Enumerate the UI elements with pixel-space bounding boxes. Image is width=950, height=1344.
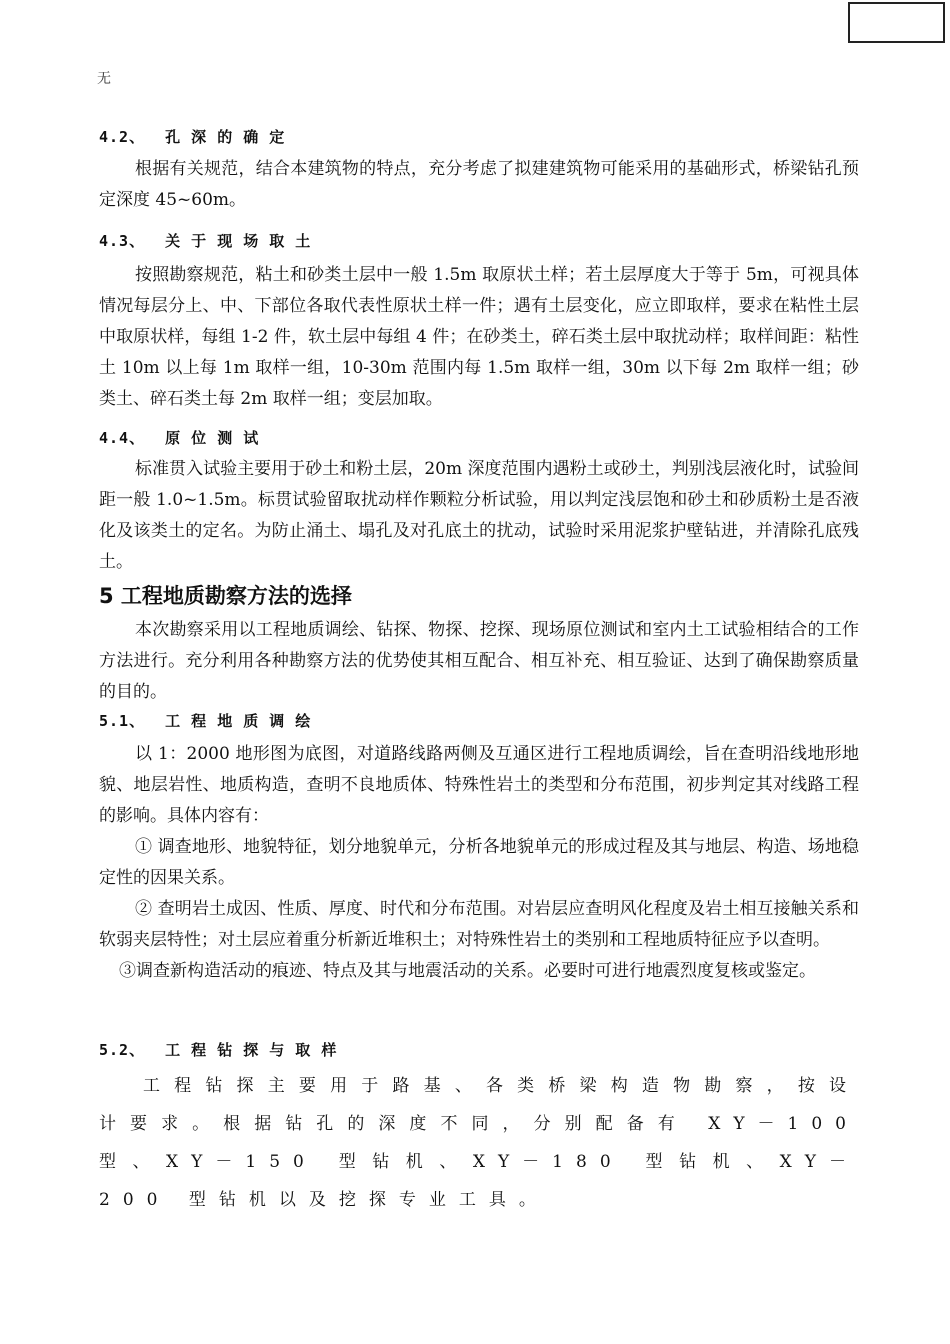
section-heading: 5.1、 工 程 地 质 调 绘 (99, 712, 312, 730)
section-5-1 (99, 710, 859, 987)
paragraph: 工程钻探主要用于路基、各类桥梁构造物勘察，按设计要求。根据钻孔的深度不同，分别配备有 XY－100 型、XY－150 型钻机、XY－180 型钻机、XY－200 型钻机以及挖探专业工具。 (99, 1076, 859, 1210)
section-4-3 (99, 230, 859, 415)
list-item: ① 调查地形、地貌特征，划分地貌单元，分析各地貌单元的形成过程及其与地层、构造、场地稳定性的因果关系。 (99, 837, 859, 888)
chapter-5 (99, 581, 859, 708)
section-4-2 (99, 126, 859, 216)
section-heading: 4.4、 原 位 测 试 (99, 429, 260, 447)
header-label: 无 (97, 71, 111, 87)
section-5-2 (99, 1039, 859, 1219)
paragraph: 标准贯入试验主要用于砂土和粉土层，20m 深度范围内遇粉土或砂土，判别浅层液化时，试验间距一般 1.0~1.5m。标贯试验留取扰动样作颗粒分析试验，用以判定浅层饱和砂土和砂质粉土是否液化及该类土的定名。为防止涌土、塌孔及对孔底土的扰动，试验时采用泥浆护壁钻进，并清除孔底残土。 (99, 459, 859, 572)
paragraph: 以 1：2000 地形图为底图，对道路线路两侧及互通区进行工程地质调绘，旨在查明沿线地形地貌、地层岩性、地质构造，查明不良地质体、特殊性岩土的类型和分布范围，初步判定其对线路工程的影响。具体内容有： (99, 744, 859, 826)
section-heading: 4.2、 孔 深 的 确 定 (99, 128, 286, 146)
list-item: ② 查明岩土成因、性质、厚度、时代和分布范围。对岩层应查明风化程度及岩土相互接触关系和软弱夹层特性；对土层应着重分析新近堆积土；对特殊性岩土的类别和工程地质特征应予以查明。 (99, 899, 859, 950)
list-item: ③调查新构造活动的痕迹、特点及其与地震活动的关系。必要时可进行地震烈度复核或鉴定。 (119, 961, 816, 981)
page-number-box (848, 2, 945, 43)
section-heading: 4.3、 关 于 现 场 取 土 (99, 232, 312, 250)
section-4-4 (99, 427, 859, 578)
chapter-title: 5 工程地质勘察方法的选择 (99, 584, 352, 608)
section-heading: 5.2、 工 程 钻 探 与 取 样 (99, 1041, 338, 1059)
paragraph: 按照勘察规范，粘土和砂类土层中一般 1.5m 取原状土样；若土层厚度大于等于 5m，可视具体情况每层分上、中、下部位各取代表性原状土样一件；遇有土层变化，应立即取样，要求在粘性土层中取原状样，每组 1-2 件，软土层中每组 4 件；在砂类土，碎石类土层中取扰动样；取样间距：粘性土 10m 以上每 1m 取样一组，10-30m 范围内每 1.5m 取样一组，30m 以下每 2m 取样一组；砂类土、碎石类土每 2m 取样一组；变层加取。 (99, 265, 859, 409)
paragraph: 本次勘察采用以工程地质调绘、钻探、物探、挖探、现场原位测试和室内土工试验相结合的工作方法进行。充分利用各种勘察方法的优势使其相互配合、相互补充、相互验证、达到了确保勘察质量的目的。 (99, 620, 859, 702)
paragraph: 根据有关规范，结合本建筑物的特点，充分考虑了拟建建筑物可能采用的基础形式，桥梁钻孔预定深度 45~60m。 (99, 159, 859, 210)
